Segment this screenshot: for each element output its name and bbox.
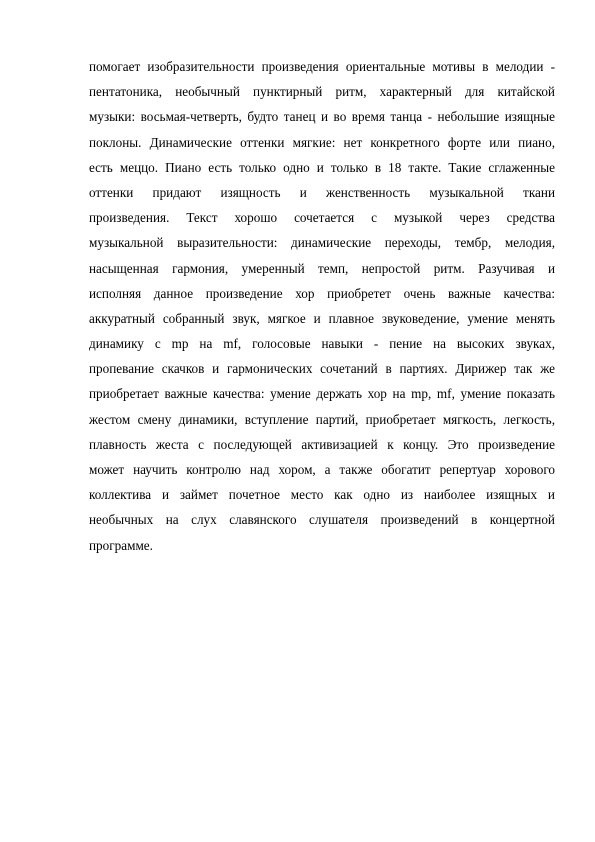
paragraph-line-8: музыкальной выразительности: динамические переходы, тембр, мелодия, <box>89 235 555 251</box>
paragraph-line-12: динамику с mp на mf, голосовые навыки - пение на высоких звуках, <box>89 336 555 352</box>
paragraph-line-4: поклоны. Динамические оттенки мягкие: нет конкретного форте или пиано, <box>89 134 555 150</box>
paragraph-line-10: исполняя данное произведение хор приобретет очень важные качества: <box>89 285 555 301</box>
paragraph-line-9: насыщенная гармония, умеренный темп, непростой ритм. Разучивая и <box>89 260 555 276</box>
paragraph-line-2: пентатоника, необычный пунктирный ритм, характерный для китайской <box>89 84 555 100</box>
paragraph-line-14: приобретает важные качества: умение держать хор на mp, mf, умение показать <box>89 386 555 402</box>
paragraph-line-17: может научить контролю над хором, а также обогатит репертуар хорового <box>89 462 555 477</box>
body-paragraph <box>89 54 555 558</box>
paragraph-line-19: необычных на слух славянского слушателя произведений в концертной <box>89 512 555 528</box>
paragraph-line-5: есть меццо. Пиано есть только одно и только в 18 такте. Такие сглаженные <box>89 159 555 175</box>
paragraph-line-16: плавность жеста с последующей активизацией к концу. Это произведение <box>89 436 555 452</box>
paragraph-line-7: произведения. Текст хорошо сочетается с музыкой через средства <box>89 210 555 226</box>
paragraph-line-20: программе. <box>89 537 153 553</box>
paragraph-line-18: коллектива и займет почетное место как одно из наиболее изящных и <box>89 487 555 503</box>
paragraph-line-3: музыки: восьмая-четверть, будто танец и во время танца - небольшие изящные <box>89 109 555 125</box>
paragraph-line-6: оттенки придают изящность и женственность музыкальной ткани <box>89 184 555 200</box>
paragraph-line-1: помогает изобразительности произведения ориентальные мотивы в мелодии - <box>89 59 555 74</box>
paragraph-line-11: аккуратный собранный звук, мягкое и плавное звуковедение, умение менять <box>89 310 555 326</box>
paragraph-line-13: пропевание скачков и гармонических сочетаний в партиях. Дирижер так же <box>89 361 555 377</box>
paragraph-line-15: жестом смену динамики, вступление партий, приобретает мягкость, легкость, <box>89 411 555 427</box>
